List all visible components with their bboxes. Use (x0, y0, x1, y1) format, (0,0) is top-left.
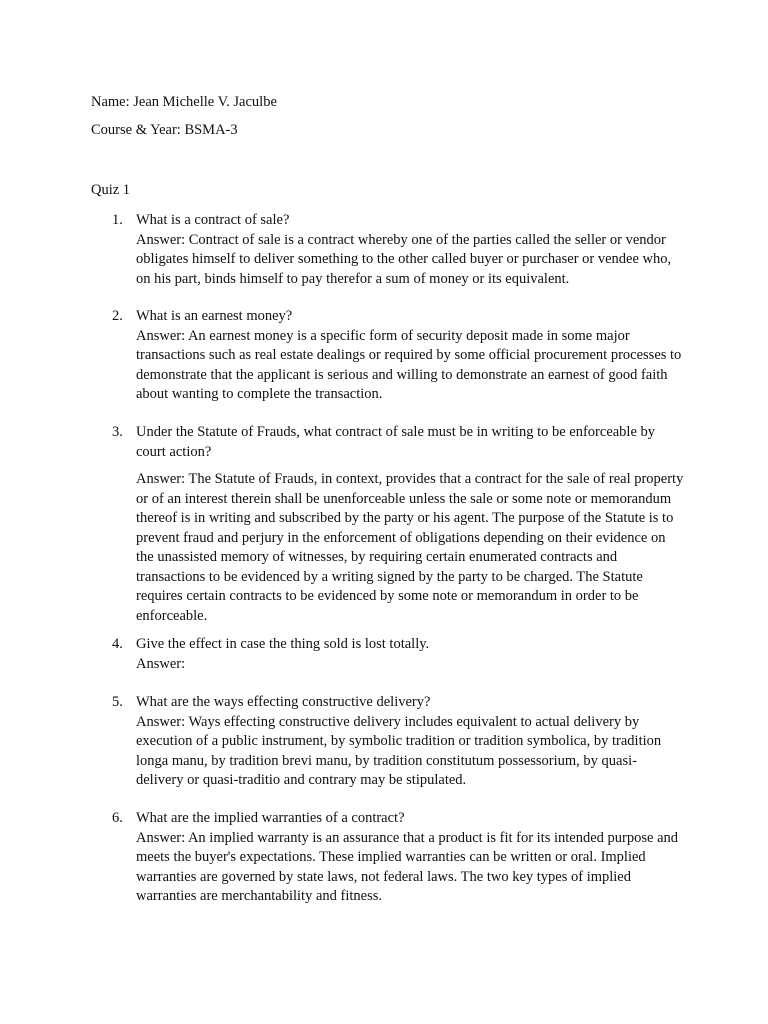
course-year-line: Course & Year: BSMA-3 (91, 122, 238, 138)
question-text: What is an earnest money? (136, 308, 293, 324)
question-text: What are the implied warranties of a contract? (136, 810, 405, 826)
question-item (136, 693, 684, 791)
question-text: Give the effect in case the thing sold is lost totally. (136, 636, 430, 652)
question-item (136, 307, 684, 405)
question-number: 2. (112, 308, 123, 324)
question-text: What is a contract of sale? (136, 212, 290, 228)
answer-text: Answer: An implied warranty is an assurance that a product is fit for its intended purpose and meets the buyer's expectations. These implied warranties can be written or oral. Implied warranties are governed by state laws, not federal laws. The two key types of implied warranties are merchantability and fitness. (136, 829, 679, 904)
answer-text: Answer: Ways effecting constructive delivery includes equivalent to actual delivery by execution of a public instrument, by symbolic tradition or tradition symbolica, by tradition longa manu, by tradition brevi manu, by tradition constitutum possessorium, by quasi-delivery or quasi-traditio and contrary may be stipulated. (136, 713, 662, 788)
question-number: 4. (112, 636, 123, 652)
question-item (136, 809, 684, 907)
question-item (136, 423, 684, 626)
question-item (136, 635, 684, 674)
student-name-line: Name: Jean Michelle V. Jaculbe (91, 94, 277, 110)
question-number: 1. (112, 212, 123, 228)
question-text: What are the ways effecting constructive delivery? (136, 694, 431, 710)
answer-text: Answer: The Statute of Frauds, in context, provides that a contract for the sale of real property or of an interest therein shall be unenforceable unless the sale or some note or memorandum thereof is in writing and subscribed by the party or his agent. The purpose of the Statute is to prevent fraud and perjury in the enforcement of obligations depending on their evidence on the unassisted memory of witnesses, by requiring certain enumerated contracts and transactions to be evidenced by a writing signed by the party to be charged. The Statute requires certain contracts to be evidenced by some note or memorandum in order to be enforceable. (136, 471, 684, 624)
answer-text: Answer: An earnest money is a specific form of security deposit made in some major transactions such as real estate dealings or required by some official procurement processes to demonstrate that the applicant is serious and willing to demonstrate an earnest of good faith about wanting to complete the transaction. (136, 327, 682, 402)
question-number: 3. (112, 424, 123, 440)
answer-text: Answer: (136, 655, 186, 672)
quiz-title: Quiz 1 (91, 182, 131, 198)
question-number: 5. (112, 694, 123, 710)
answer-text: Answer: Contract of sale is a contract whereby one of the parties called the seller or vendor obligates himself to deliver something to the other called buyer or purchaser or vendee who, on his part, binds himself to pay therefor a sum of money or its equivalent. (136, 231, 672, 287)
question-number: 6. (112, 810, 123, 826)
question-text: Under the Statute of Frauds, what contract of sale must be in writing to be enforceable by court action? (136, 424, 656, 460)
question-item (136, 211, 684, 289)
